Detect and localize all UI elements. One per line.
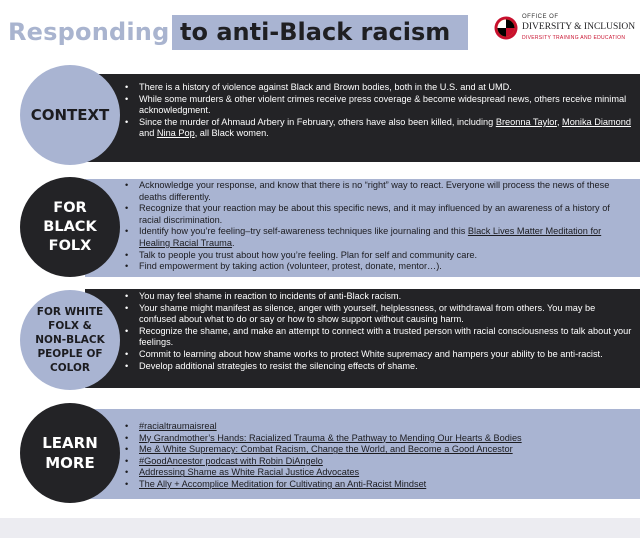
bullet-text: ,	[556, 116, 563, 127]
learn-more-circle	[20, 403, 120, 503]
context-band	[85, 74, 640, 162]
logo-subtitle: DIVERSITY TRAINING AND EDUCATION	[522, 35, 626, 41]
bullet-item	[125, 303, 632, 326]
bullet-text: Acknowledge your response, and know that there is no “right” way to react. Everyone will process the news of these deaths differently.	[139, 180, 610, 202]
bullet-item	[125, 326, 632, 349]
white-folx-circle	[20, 290, 120, 390]
context-circle	[20, 65, 120, 165]
bullet-text: While some murders & other violent crimes receive press coverage & become widespread news, others receive minimal acknowledgment.	[139, 93, 627, 116]
bullet-text: , all Black women.	[194, 128, 269, 139]
resource-link[interactable]: Monika Diamond	[562, 116, 631, 127]
bullet-text: Since the murder of Ahmaud Arbery in February, others have also been killed, including	[139, 116, 496, 127]
white-folx-bullets	[85, 291, 640, 372]
bullet-text: There is a history of violence against Black and Brown bodies, both in the U.S. and at UMD.	[139, 82, 512, 92]
bullet-item	[125, 117, 632, 140]
black-folx-circle	[20, 177, 120, 277]
context-label: CONTEXT	[30, 106, 110, 124]
bullet-text: Recognize that your reaction may be about this specific news, and it may influenced by an awareness of a history of racial discrimination.	[139, 203, 610, 225]
bullet-text: Talk to people you trust about how you’re feeling. Plan for self and community care.	[139, 249, 478, 260]
resource-link[interactable]: The Ally + Accomplice Meditation for Cultivating an Anti-Racist Mindset	[139, 478, 427, 489]
black-folx-bullets	[85, 180, 640, 273]
bullet-text: and	[139, 128, 157, 139]
title-part1: Responding	[8, 18, 170, 46]
logo-office-name: DIVERSITY & INCLUSION	[522, 22, 636, 32]
bullet-item	[125, 456, 632, 468]
resource-link[interactable]: My Grandmother’s Hands: Racialized Trauma & the Pathway to Mending Our Hearts & Bodies	[139, 432, 522, 443]
maryland-seal-icon	[494, 16, 518, 40]
resource-link[interactable]: Nina Pop	[156, 128, 195, 139]
bullet-text: Develop additional strategies to resist the silencing effects of shame.	[139, 360, 418, 371]
office-logo	[494, 12, 634, 48]
bullet-text: Find empowerment by taking action (volunteer, protest, donate, mentor…).	[139, 261, 442, 272]
learn-more-label: LEARN MORE	[42, 434, 98, 472]
bullet-item	[125, 203, 632, 226]
bullet-text: .	[231, 237, 235, 248]
bullet-item	[125, 261, 632, 273]
bullet-item	[125, 82, 632, 94]
resource-link[interactable]: Breonna Taylor	[495, 116, 557, 127]
bullet-item	[125, 250, 632, 262]
context-bullets	[85, 82, 640, 140]
bullet-item	[125, 94, 632, 117]
bullet-item	[125, 479, 632, 491]
white-folx-label: FOR WHITE FOLX & NON-BLACK PEOPLE OF COLOR	[35, 306, 105, 374]
bullet-item	[125, 433, 632, 445]
bullet-item	[125, 180, 632, 203]
title-part2: to anti-Black racism	[172, 15, 468, 50]
resource-link[interactable]: Black Lives Matter Meditation for Healing Racial Trauma	[139, 226, 602, 248]
bullet-item	[125, 226, 632, 249]
resource-link[interactable]: Me & White Supremacy: Combat Racism, Change the World, and Become a Good Ancestor	[139, 444, 513, 455]
learn-more-band	[85, 409, 640, 499]
bullet-item	[125, 467, 632, 479]
bullet-text: Identify how you’re feeling–try self-awareness techniques like journaling and this	[139, 226, 468, 237]
bullet-item	[125, 291, 632, 303]
bullet-item	[125, 444, 632, 456]
bullet-text: Recognize the shame, and make an attempt to connect with a trusted person with racial consciousness to talk about your feelings.	[139, 325, 632, 348]
bullet-text: Commit to learning about how shame works to protect White supremacy and hampers your ability to be anti-racist.	[139, 348, 603, 359]
bullet-item	[125, 421, 632, 433]
bullet-text: You may feel shame in reaction to incidents of anti-Black racism.	[139, 291, 402, 301]
learn-more-bullets	[85, 421, 640, 491]
bottom-strip	[0, 518, 640, 538]
resource-link[interactable]: #racialtraumaisreal	[139, 421, 217, 431]
white-folx-band	[85, 289, 640, 388]
bullet-item	[125, 349, 632, 361]
black-folx-band	[85, 179, 640, 277]
logo-office-of: OFFICE OF	[522, 14, 559, 20]
bullet-item	[125, 361, 632, 373]
resource-link[interactable]: Addressing Shame as White Racial Justice Advocates	[139, 467, 360, 478]
resource-link[interactable]: #GoodAncestor podcast with Robin DiAngelo	[139, 455, 323, 466]
black-folx-label: FOR BLACK FOLX	[43, 199, 97, 254]
bullet-text: Your shame might manifest as silence, anger with yourself, helplessness, or withdrawal from others. You may be confused about what to do or say or how to show support without causing harm.	[139, 302, 596, 325]
